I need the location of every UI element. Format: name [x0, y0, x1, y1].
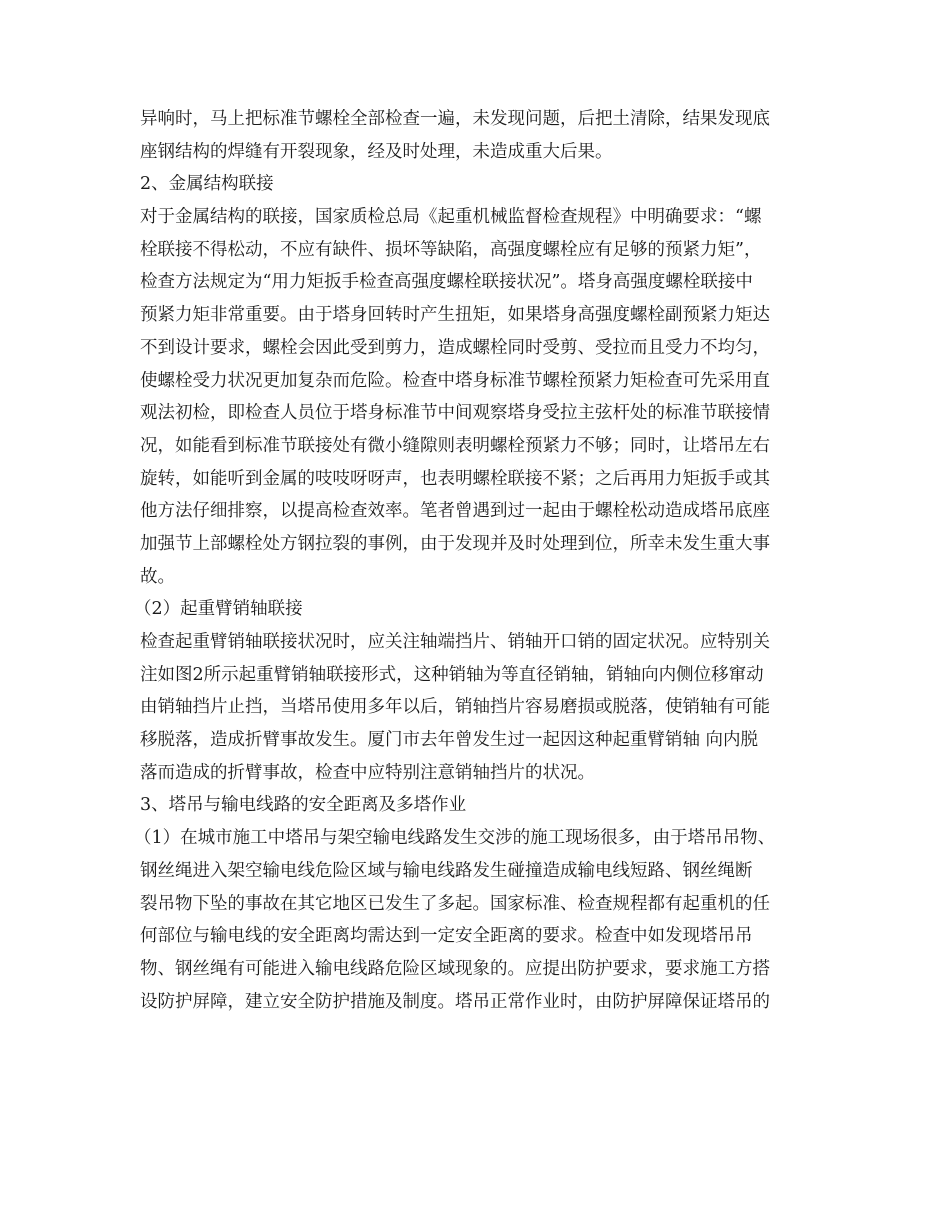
text-line: 何部位与输电线的安全距离均需达到一定安全距离的要求。检查中如发现塔吊吊	[140, 926, 753, 947]
text-line: 裂吊物下坠的事故在其它地区已发生了多起。国家标准、检查规程都有起重机的任	[140, 893, 770, 914]
text-line: 观法初检，即检查人员位于塔身标准节中间观察塔身受拉主弦杆处的标准节联接情	[140, 403, 770, 424]
text-line: 旋转，如能听到金属的吱吱呀呀声，也表明螺栓联接不紧；之后再用力矩扳手或其	[140, 468, 770, 489]
text-line: 栓联接不得松动，不应有缺件、损坏等缺陷，高强度螺栓应有足够的预紧力矩”，	[140, 239, 762, 260]
text-line: 使螺栓受力状况更加复杂而危险。检查中塔身标准节螺栓预紧力矩检查可先采用直	[140, 370, 770, 391]
section-heading: 2、金属结构联接	[140, 174, 274, 195]
text-line: 移脱落，造成折臂事故发生。厦门市去年曾发生过一起因这种起重臂销轴 向内脱	[140, 730, 759, 751]
text-line: 不到设计要求，螺栓会因此受到剪力，造成螺栓同时受剪、受拉而且受力不均匀，	[140, 337, 770, 358]
text-line: 检查方法规定为“用力矩扳手检查高强度螺栓联接状况”。塔身高强度螺栓联接中	[140, 272, 753, 293]
text-line: 注如图2所示起重臂销轴联接形式，这种销轴为等直径销轴，销轴向内侧位移窜动	[140, 664, 764, 685]
text-line: 设防护屏障，建立安全防护措施及制度。塔吊正常作业时，由防护屏障保证塔吊的	[140, 991, 770, 1012]
text-line: 预紧力矩非常重要。由于塔身回转时产生扭矩，如果塔身高强度螺栓副预紧力矩达	[140, 305, 770, 326]
document-body	[134, 103, 830, 1018]
text-line: 由销轴挡片止挡，当塔吊使用多年以后，销轴挡片容易磨损或脱落，使销轴有可能	[140, 697, 770, 718]
text-line: 异响时，马上把标准节螺栓全部检查一遍，未发现问题，后把土清除，结果发现底	[140, 109, 770, 129]
text-line: 座钢结构的焊缝有开裂现象，经及时处理，未造成重大后果。	[140, 141, 613, 162]
text-line: 物、钢丝绳有可能进入输电线路危险区域现象的。应提出防护要求，要求施工方搭	[140, 958, 770, 979]
text-line: 钢丝绳进入架空输电线危险区域与输电线路发生碰撞造成输电线短路、钢丝绳断	[140, 860, 753, 881]
text-line: 检查起重臂销轴联接状况时，应关注轴端挡片、销轴开口销的固定状况。应特别关	[140, 632, 770, 652]
subsection-heading: （1）在城市施工中塔吊与架空输电线路发生交涉的施工现场很多，由于塔吊吊物、	[134, 828, 776, 849]
text-line: 对于金属结构的联接，国家质检总局《起重机械监督检查规程》中明确要求：“螺	[140, 207, 762, 228]
text-line: 他方法仔细排察，以提高检查效率。笔者曾遇到过一起由于螺栓松动造成塔吊底座	[140, 501, 770, 522]
text-line: 落而造成的折臂事故，检查中应特别注意销轴挡片的状况。	[140, 762, 595, 783]
text-line: 故。	[140, 566, 175, 587]
section-heading: 3、塔吊与输电线路的安全距离及多塔作业	[140, 795, 467, 816]
text-line: 况，如能看到标准节联接处有微小缝隙则表明螺栓预紧力不够；同时，让塔吊左右	[140, 435, 770, 456]
subsection-heading: （2）起重臂销轴联接	[134, 599, 303, 620]
text-line: 加强节上部螺栓处方钢拉裂的事例，由于发现并及时处理到位，所幸未发生重大事	[140, 533, 770, 554]
